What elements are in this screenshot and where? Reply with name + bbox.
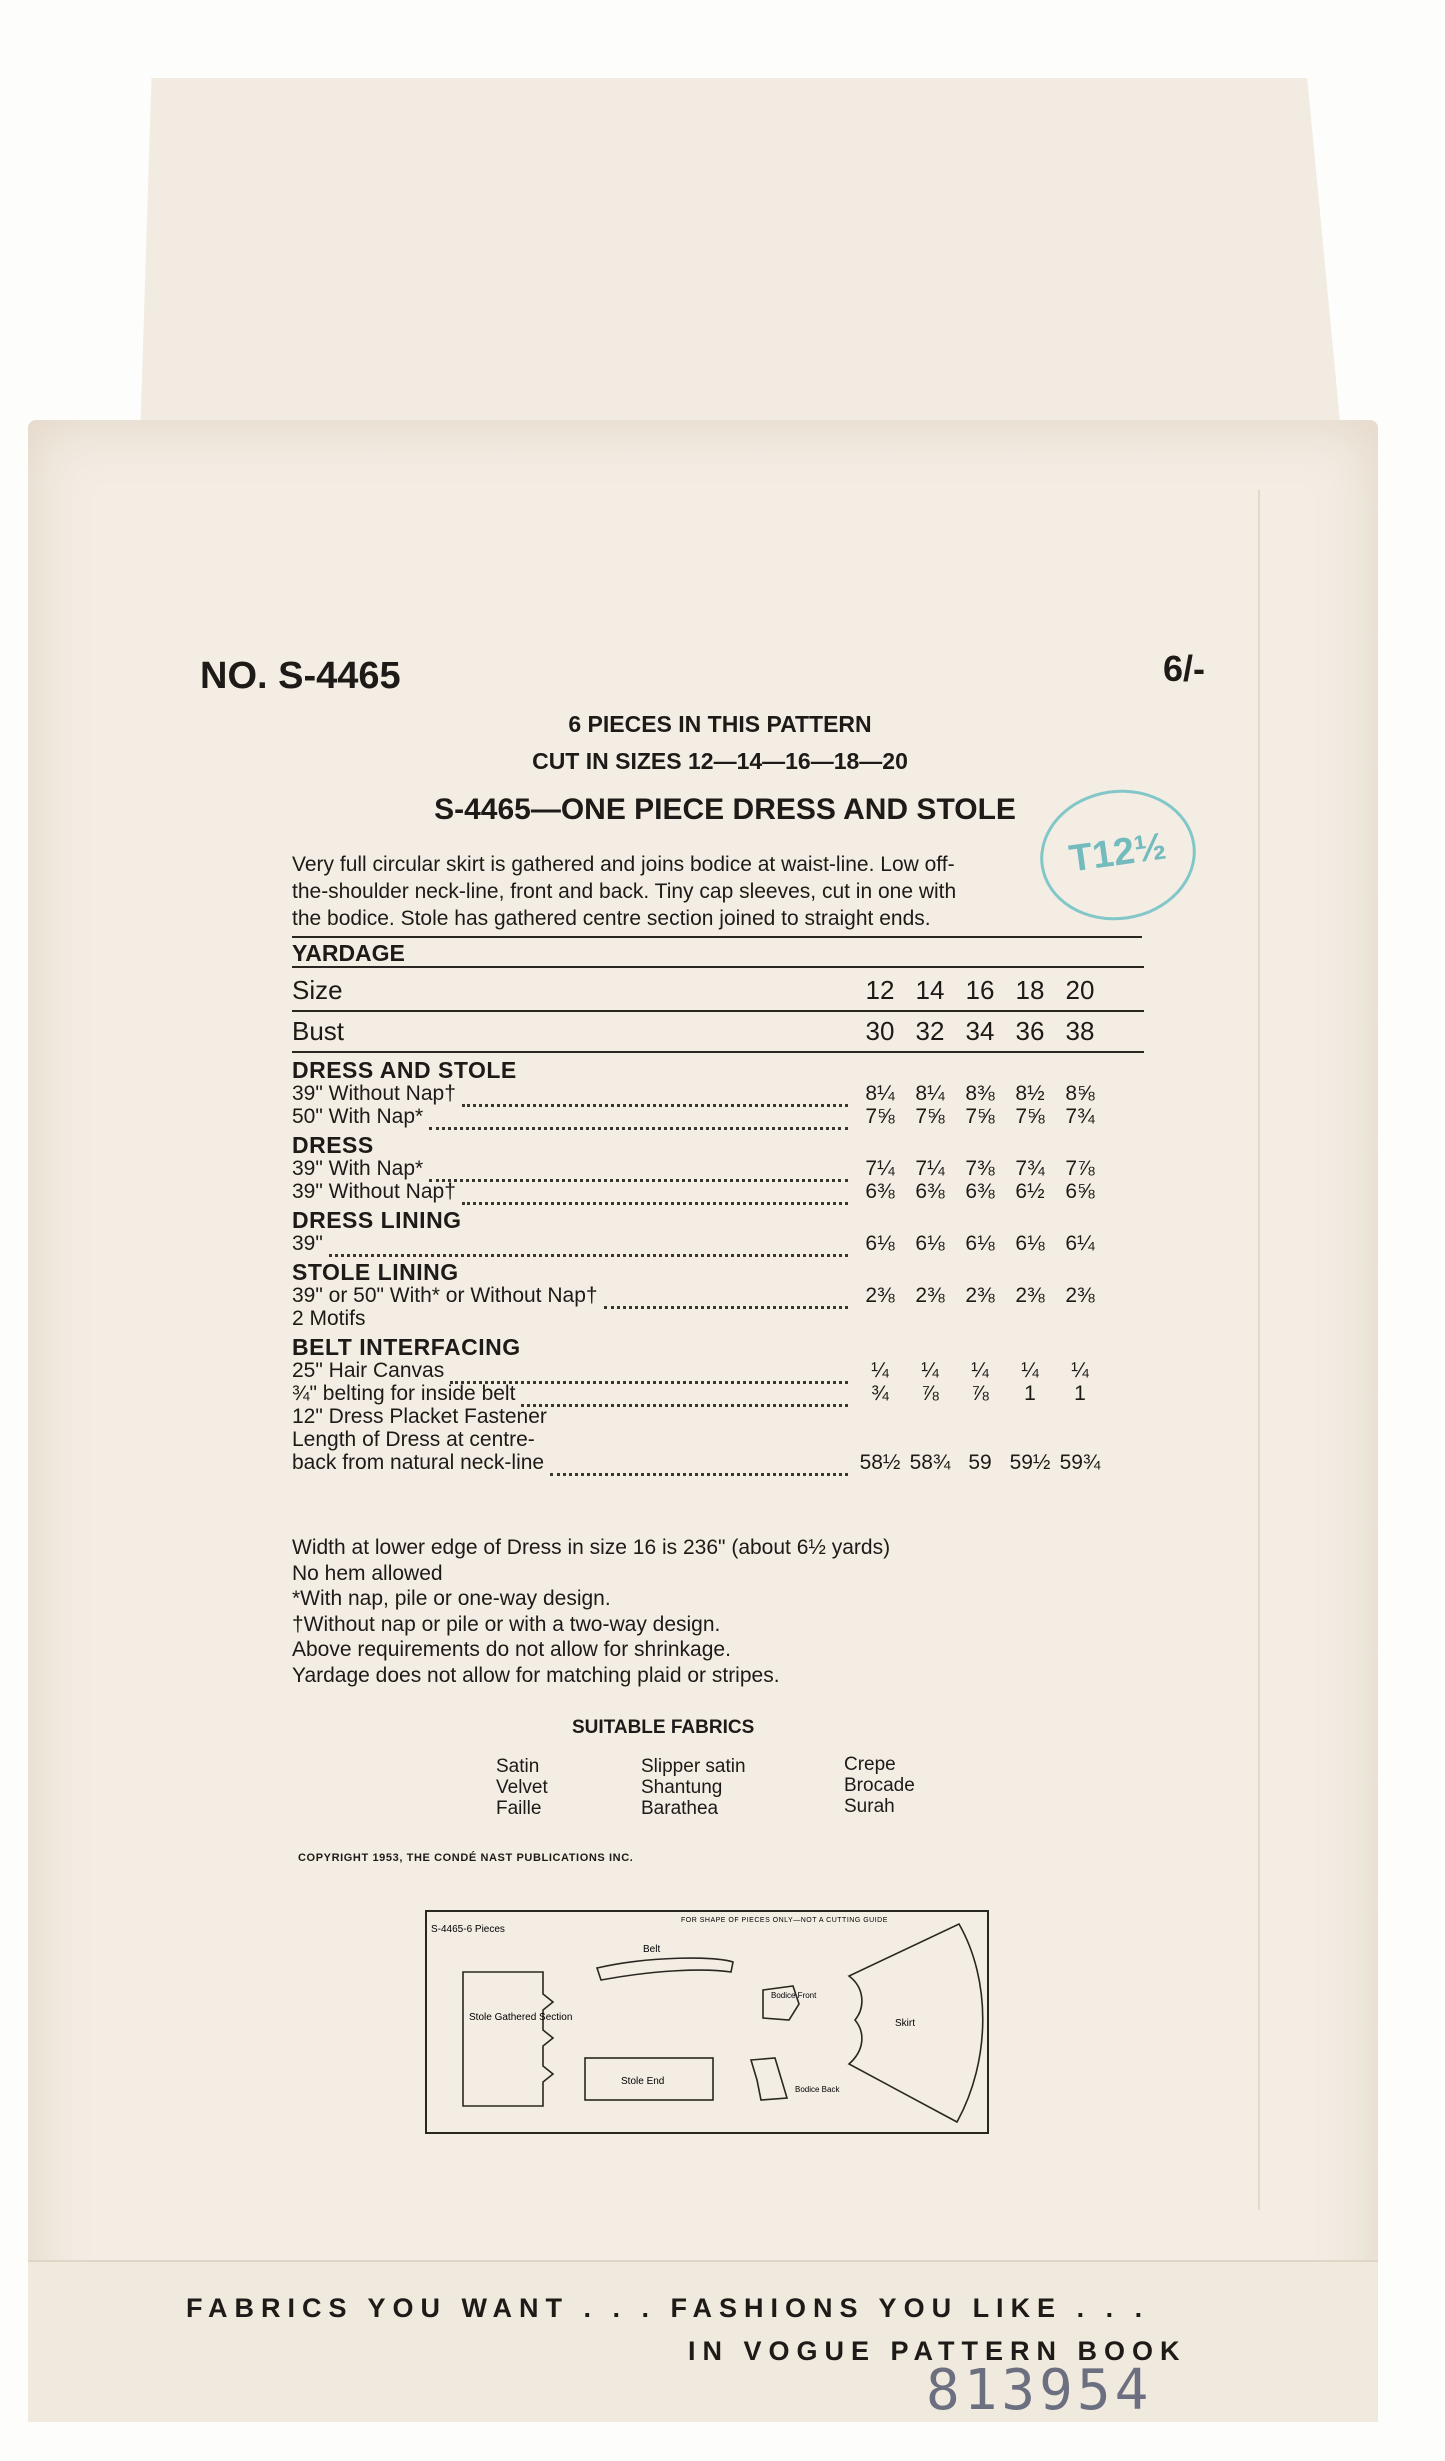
yardage-value: 2⅜	[1015, 1284, 1045, 1307]
note-line: Yardage does not allow for matching plaid or stripes.	[292, 1663, 780, 1687]
yardage-value: 6⅜	[915, 1180, 945, 1203]
fabrics-column-1	[496, 1756, 548, 1819]
pattern-title: S-4465—ONE PIECE DRESS AND STOLE	[434, 793, 1016, 826]
note-line: †Without nap or pile or with a two-way design.	[292, 1612, 721, 1636]
bust-value: 32	[915, 1016, 945, 1046]
bodice-back-piece	[751, 2058, 787, 2100]
serial-number: 813954	[926, 2358, 1153, 2423]
row-label: ¾" belting for inside belt	[292, 1382, 516, 1405]
yardage-value: 7¾	[1015, 1157, 1045, 1180]
leader-dots	[521, 1384, 848, 1407]
slogan-line-2: IN VOGUE PATTERN BOOK	[688, 2336, 1187, 2366]
yardage-value: 7¼	[865, 1157, 895, 1180]
size-value: 18	[1015, 975, 1045, 1005]
yardage-value: 7⅝	[915, 1105, 945, 1128]
row-label: 25" Hair Canvas	[292, 1359, 445, 1382]
note-line: Width at lower edge of Dress in size 16 is 236" (about 6½ yards)	[292, 1536, 891, 1559]
stole-gathered-piece	[463, 1972, 553, 2106]
cut-sizes: CUT IN SIZES 12—14—16—18—20	[532, 748, 908, 774]
yardage-value: 7¼	[915, 1157, 945, 1180]
bodice-front-label: Bodice Front	[771, 1991, 817, 2000]
yardage-value: 8⅝	[1065, 1082, 1095, 1105]
yardage-value: 1	[1024, 1382, 1036, 1405]
size-label: Size	[292, 975, 343, 1005]
yardage-value: 2⅜	[965, 1284, 995, 1307]
yardage-value: 6⅛	[1015, 1232, 1045, 1255]
divider	[292, 1051, 1144, 1053]
yardage-value: 8¼	[915, 1082, 945, 1105]
yardage-row	[292, 1180, 1292, 1206]
row-label: 50" With Nap*	[292, 1105, 424, 1128]
diagram-caption: FOR SHAPE OF PIECES ONLY—NOT A CUTTING GUIDE	[681, 1917, 888, 1924]
skirt-label: Skirt	[895, 2018, 915, 2029]
yardage-row	[292, 1105, 1292, 1131]
section-title: STOLE LINING	[292, 1259, 459, 1285]
row-label: back from natural neck-line	[292, 1451, 545, 1474]
fabric-item: Barathea	[641, 1798, 719, 1819]
fabric-item: Shantung	[641, 1777, 723, 1798]
divider	[292, 966, 1144, 968]
yardage-value: ¼	[1021, 1359, 1039, 1382]
belt-piece	[597, 1958, 733, 1980]
yardage-value: 6⅛	[965, 1232, 995, 1255]
note-line: *With nap, pile or one-way design.	[292, 1587, 611, 1610]
yardage-value: 7⅝	[865, 1105, 895, 1128]
yardage-value: 2⅜	[915, 1284, 945, 1307]
yardage-value: 7⅞	[1065, 1157, 1095, 1180]
yardage-value: 6⅛	[915, 1232, 945, 1255]
fabrics-column-3	[844, 1754, 915, 1817]
notes	[292, 1535, 890, 1688]
pattern-pieces-diagram	[425, 1910, 989, 2134]
stole-gathered-label: Stole Gathered Section	[469, 2012, 573, 2023]
row-label: 12" Dress Placket Fastener	[292, 1405, 547, 1428]
section-title: BELT INTERFACING	[292, 1334, 521, 1360]
fabric-item: Brocade	[844, 1775, 915, 1796]
section-title: DRESS AND STOLE	[292, 1057, 517, 1083]
yardage-value: 6⅝	[1065, 1180, 1095, 1203]
leader-dots	[429, 1107, 848, 1130]
yardage-value: ¼	[1071, 1359, 1089, 1382]
yardage-value: 6⅛	[865, 1232, 895, 1255]
yardage-value: 7⅝	[1015, 1105, 1045, 1128]
bust-row	[292, 1016, 1292, 1050]
envelope-flap	[88, 78, 1358, 478]
row-label: 39" Without Nap†	[292, 1180, 456, 1203]
yardage-value: 8½	[1015, 1082, 1045, 1105]
bust-value: 36	[1015, 1016, 1045, 1046]
description-line: Very full circular skirt is gathered and joins bodice at waist-line. Low off-	[292, 853, 955, 876]
size-value: 20	[1065, 975, 1095, 1005]
price: 6/-	[1163, 648, 1206, 689]
fabric-item: Velvet	[496, 1777, 548, 1798]
description-line: the-shoulder neck-line, front and back. Tiny cap sleeves, cut in one with	[292, 880, 957, 903]
bust-value: 30	[865, 1016, 895, 1046]
yardage-value: 8⅜	[965, 1082, 995, 1105]
leader-dots	[429, 1159, 848, 1182]
skirt-piece	[849, 1924, 983, 2122]
yardage-value: 7¾	[1065, 1105, 1095, 1128]
yardage-value: 58¾	[909, 1451, 951, 1474]
yardage-value: 7⅜	[965, 1157, 995, 1180]
yardage-value: 59½	[1009, 1451, 1051, 1474]
leader-dots	[462, 1182, 848, 1205]
size-value: 14	[915, 975, 945, 1005]
stole-end-label: Stole End	[621, 2076, 665, 2087]
ink-stamp: T12½	[1032, 780, 1205, 930]
bust-value: 34	[965, 1016, 995, 1046]
fabric-item: Crepe	[844, 1754, 896, 1775]
fabric-item: Surah	[844, 1796, 895, 1817]
leader-dots	[450, 1361, 848, 1384]
pattern-number: NO. S-4465	[200, 655, 401, 697]
note-line: No hem allowed	[292, 1561, 443, 1585]
yardage-row	[292, 1307, 1292, 1333]
yardage-value: 59	[968, 1451, 992, 1474]
yardage-value: ¼	[921, 1359, 939, 1382]
section-title: DRESS LINING	[292, 1207, 462, 1233]
yardage-row	[292, 1451, 1292, 1477]
bust-label: Bust	[292, 1016, 345, 1046]
yardage-value: 2⅜	[865, 1284, 895, 1307]
leader-dots	[604, 1286, 848, 1309]
divider	[292, 936, 1142, 938]
belt-label: Belt	[643, 1944, 661, 1955]
size-value: 16	[965, 975, 995, 1005]
fabric-item: Faille	[496, 1798, 542, 1819]
yardage-value: 8¼	[865, 1082, 895, 1105]
yardage-value: 6⅜	[865, 1180, 895, 1203]
row-label: 2 Motifs	[292, 1307, 366, 1330]
fabric-item: Satin	[496, 1756, 540, 1777]
bodice-back-label: Bodice Back	[795, 2085, 840, 2094]
slogan-line-1: FABRICS YOU WANT . . . FASHIONS YOU LIKE . . .	[186, 2293, 1150, 2323]
yardage-row	[292, 1232, 1292, 1258]
yardage-value: 58½	[859, 1451, 901, 1474]
row-label: 39" or 50" With* or Without Nap†	[292, 1284, 598, 1307]
yardage-label: YARDAGE	[292, 940, 405, 966]
row-label: 39" Without Nap†	[292, 1082, 456, 1105]
yardage-value: 6¼	[1065, 1232, 1095, 1255]
bust-value: 38	[1065, 1016, 1095, 1046]
yardage-value: 1	[1074, 1382, 1086, 1405]
yardage-sections	[292, 1057, 1192, 1537]
leader-dots	[550, 1453, 848, 1476]
yardage-value: ⅞	[971, 1382, 989, 1405]
pieces-count: 6 PIECES IN THIS PATTERN	[568, 711, 872, 737]
fabrics-column-2	[641, 1756, 746, 1819]
description	[292, 851, 956, 932]
size-value: 12	[865, 975, 895, 1005]
row-label: 39" With Nap*	[292, 1157, 424, 1180]
row-label: Length of Dress at centre-	[292, 1428, 535, 1451]
leader-dots	[462, 1084, 848, 1107]
diagram-header: S-4465-6 Pieces	[431, 1924, 505, 1935]
yardage-value: 2⅜	[1065, 1284, 1095, 1307]
yardage-value: ¾	[871, 1382, 889, 1405]
yardage-value: ⅞	[921, 1382, 939, 1405]
copyright: COPYRIGHT 1953, THE CONDÉ NAST PUBLICATIONS INC.	[298, 1852, 634, 1864]
yardage-value: ¼	[871, 1359, 889, 1382]
yardage-value: 7⅝	[965, 1105, 995, 1128]
yardage-value: 59¾	[1059, 1451, 1101, 1474]
row-label: 39"	[292, 1232, 323, 1255]
note-line: Above requirements do not allow for shrinkage.	[292, 1638, 731, 1661]
divider	[292, 1010, 1144, 1012]
size-row	[292, 975, 1292, 1009]
leader-dots	[329, 1234, 848, 1257]
section-title: DRESS	[292, 1132, 374, 1158]
fabrics-heading: SUITABLE FABRICS	[572, 1717, 755, 1738]
fabric-item: Slipper satin	[641, 1756, 746, 1777]
yardage-value: ¼	[971, 1359, 989, 1382]
description-line: the bodice. Stole has gathered centre section joined to straight ends.	[292, 907, 931, 930]
yardage-value: 6⅜	[965, 1180, 995, 1203]
yardage-value: 6½	[1015, 1180, 1045, 1203]
